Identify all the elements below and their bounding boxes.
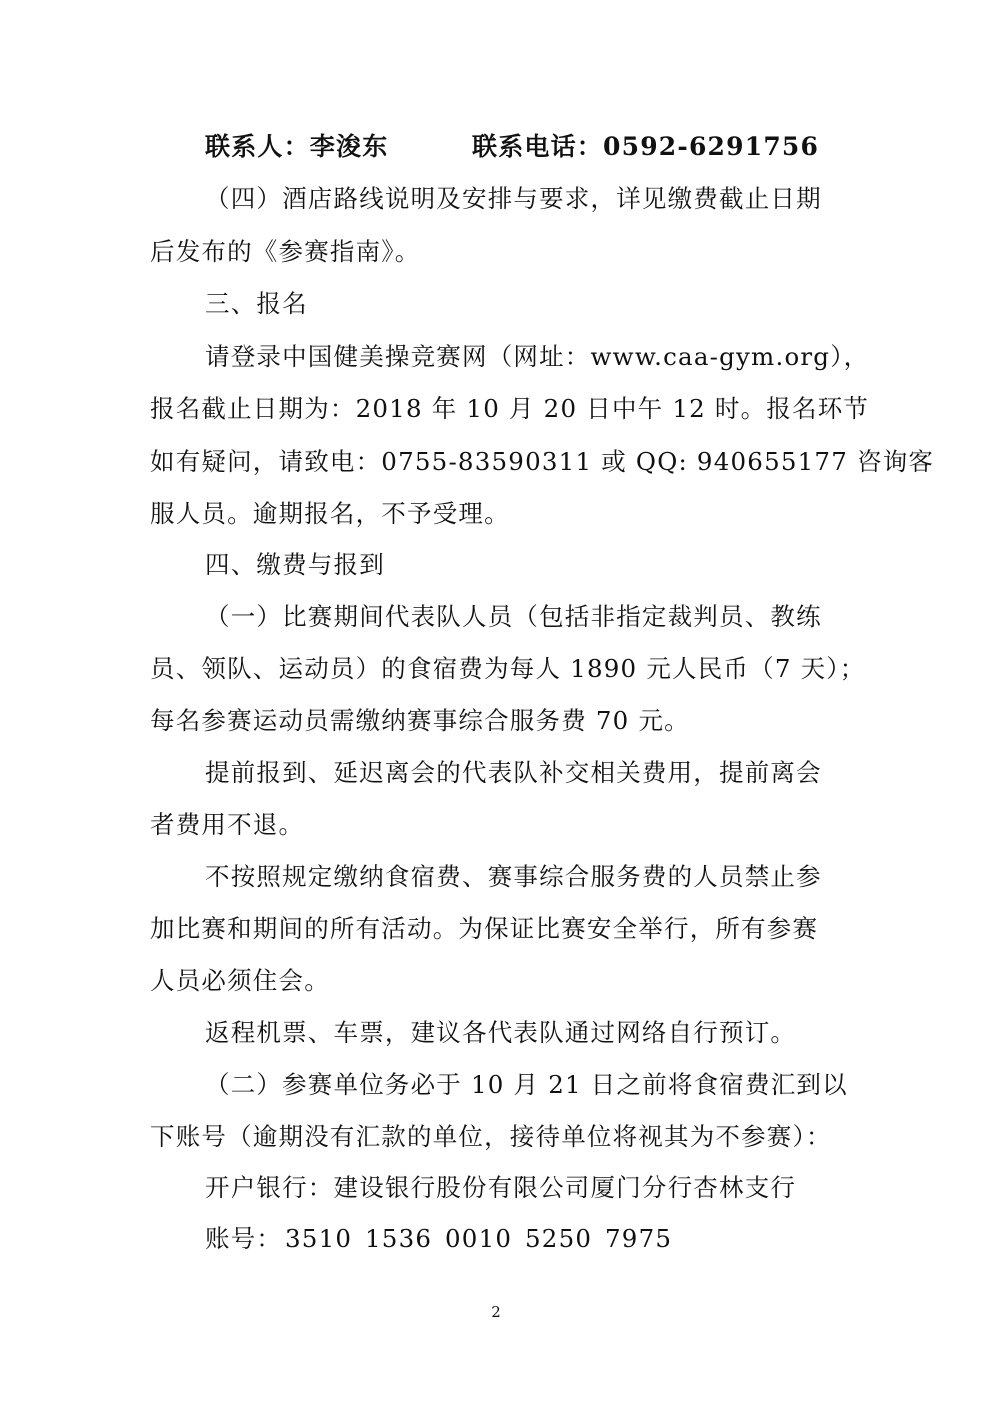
page-number: 2 bbox=[491, 1303, 501, 1321]
paragraph-line: 后发布的《参赛指南》。 bbox=[150, 237, 421, 266]
account-number-group: 5250 bbox=[525, 1224, 593, 1253]
paragraph-line: （二）参赛单位务必于 10 月 21 日之前将食宿费汇到以 bbox=[205, 1070, 848, 1099]
paragraph-line: 服人员。逾期报名，不予受理。 bbox=[150, 499, 510, 528]
paragraph-line: 加比赛和期间的所有活动。为保证比赛安全举行，所有参赛 bbox=[150, 914, 819, 943]
paragraph-line: 人员必须住会。 bbox=[150, 966, 330, 995]
paragraph-line: 员、领队、运动员）的食宿费为每人 1890 元人民币（7 天）； bbox=[150, 654, 866, 683]
paragraph-line: 提前报到、延迟离会的代表队补交相关费用，提前离会 bbox=[205, 758, 822, 787]
paragraph-line: 不按照规定缴纳食宿费、赛事综合服务费的人员禁止参 bbox=[205, 862, 822, 891]
paragraph-line: 每名参赛运动员需缴纳赛事综合服务费 70 元。 bbox=[150, 706, 690, 735]
bank-name: 开户银行：建设银行股份有限公司厦门分行杏林支行 bbox=[205, 1173, 797, 1202]
section-heading-payment: 四、缴费与报到 bbox=[205, 550, 385, 579]
paragraph-line: 下账号（逾期没有汇款的单位，接待单位将视其为不参赛）： bbox=[150, 1122, 832, 1151]
account-number-group: 3510 bbox=[285, 1224, 353, 1253]
paragraph-line: 者费用不退。 bbox=[150, 810, 305, 839]
contact-phone: 联系电话：0592-6291756 bbox=[472, 132, 820, 161]
paragraph-line: （四）酒店路线说明及安排与要求，详见缴费截止日期 bbox=[205, 184, 822, 213]
section-heading-registration: 三、报名 bbox=[205, 289, 308, 318]
account-number-group: 0010 bbox=[445, 1224, 513, 1253]
paragraph-line: 返程机票、车票，建议各代表队通过网络自行预订。 bbox=[205, 1018, 797, 1047]
account-label: 账号： bbox=[205, 1224, 283, 1253]
paragraph-line: （一）比赛期间代表队人员（包括非指定裁判员、教练 bbox=[205, 602, 822, 631]
contact-person: 联系人：李浚东 bbox=[205, 132, 389, 161]
paragraph-line: 请登录中国健美操竞赛网（网址：www.caa-gym.org）， bbox=[205, 342, 870, 371]
account-number-group: 1536 bbox=[365, 1224, 433, 1253]
account-number-group: 7975 bbox=[605, 1224, 673, 1253]
paragraph-line: 报名截止日期为：2018 年 10 月 20 日中午 12 时。报名环节 bbox=[150, 394, 870, 423]
paragraph-line: 如有疑问，请致电：0755-83590311 或 QQ: 940655177 咨询客 bbox=[150, 447, 935, 476]
